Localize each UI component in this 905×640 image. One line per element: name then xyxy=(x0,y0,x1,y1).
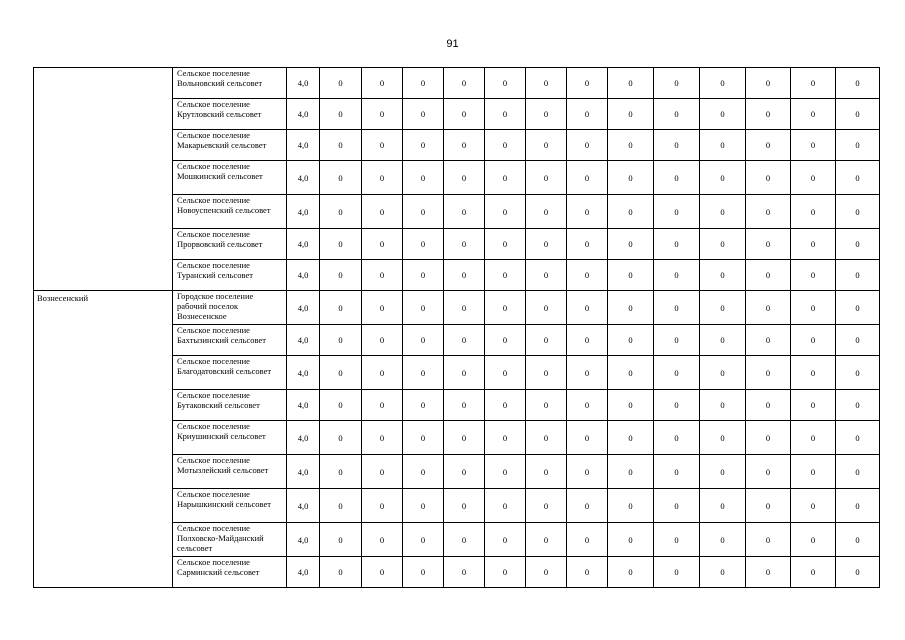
value-cell: 0 xyxy=(654,68,700,99)
value-cell: 0 xyxy=(608,130,654,161)
settlement-name-cell: Сельское поселение Вольновский сельсовет xyxy=(173,68,287,99)
value-cell: 0 xyxy=(836,291,880,325)
value-cell: 0 xyxy=(700,260,746,291)
value-cell: 0 xyxy=(526,523,567,557)
value-cell: 0 xyxy=(791,523,836,557)
value-cell: 0 xyxy=(836,195,880,229)
value-cell: 0 xyxy=(791,195,836,229)
value-cell: 0 xyxy=(746,229,791,260)
value-cell: 0 xyxy=(362,390,403,421)
value-cell: 0 xyxy=(444,260,485,291)
value-cell: 0 xyxy=(608,557,654,588)
value-cell: 0 xyxy=(362,325,403,356)
value-cell: 0 xyxy=(608,291,654,325)
value-cell: 0 xyxy=(746,325,791,356)
value-cell: 0 xyxy=(700,489,746,523)
value-cell: 0 xyxy=(444,356,485,390)
value-cell: 0 xyxy=(485,161,526,195)
value-cell: 0 xyxy=(700,161,746,195)
value-cell: 0 xyxy=(526,390,567,421)
value-cell: 0 xyxy=(567,356,608,390)
value-cell: 0 xyxy=(567,390,608,421)
value-cell: 0 xyxy=(700,99,746,130)
value-cell: 0 xyxy=(608,99,654,130)
value-cell: 0 xyxy=(320,68,362,99)
settlement-name-cell: Сельское поселение Бутаковский сельсовет xyxy=(173,390,287,421)
value-cell: 0 xyxy=(608,161,654,195)
value-cell: 0 xyxy=(320,195,362,229)
value-cell: 0 xyxy=(485,489,526,523)
value-cell: 0 xyxy=(654,130,700,161)
value-cell: 0 xyxy=(791,99,836,130)
value-cell: 0 xyxy=(567,523,608,557)
value-cell: 0 xyxy=(746,161,791,195)
value-cell: 0 xyxy=(320,161,362,195)
table-row xyxy=(34,291,880,325)
value-cell: 0 xyxy=(608,455,654,489)
value-cell: 0 xyxy=(320,130,362,161)
value-cell: 0 xyxy=(485,325,526,356)
value-cell: 0 xyxy=(362,260,403,291)
settlement-name-cell: Сельское поселение Крутловский сельсовет xyxy=(173,99,287,130)
value-cell: 0 xyxy=(567,421,608,455)
value-cell: 0 xyxy=(567,229,608,260)
value-cell: 0 xyxy=(320,421,362,455)
value-cell: 4,0 xyxy=(287,68,320,99)
district-cell xyxy=(34,68,173,291)
value-cell: 0 xyxy=(608,489,654,523)
value-cell: 0 xyxy=(362,229,403,260)
value-cell: 0 xyxy=(746,130,791,161)
value-cell: 0 xyxy=(526,325,567,356)
value-cell: 0 xyxy=(485,260,526,291)
value-cell: 0 xyxy=(836,455,880,489)
value-cell: 0 xyxy=(567,195,608,229)
value-cell: 0 xyxy=(567,161,608,195)
value-cell: 0 xyxy=(403,130,444,161)
value-cell: 0 xyxy=(485,68,526,99)
value-cell: 0 xyxy=(485,455,526,489)
value-cell: 0 xyxy=(526,229,567,260)
value-cell: 0 xyxy=(654,99,700,130)
value-cell: 0 xyxy=(608,523,654,557)
value-cell: 0 xyxy=(746,557,791,588)
value-cell: 0 xyxy=(403,421,444,455)
value-cell: 0 xyxy=(320,260,362,291)
value-cell: 0 xyxy=(362,523,403,557)
value-cell: 0 xyxy=(362,291,403,325)
value-cell: 0 xyxy=(403,390,444,421)
value-cell: 0 xyxy=(320,291,362,325)
value-cell: 0 xyxy=(444,421,485,455)
value-cell: 0 xyxy=(791,291,836,325)
value-cell: 0 xyxy=(320,523,362,557)
value-cell: 0 xyxy=(403,523,444,557)
value-cell: 0 xyxy=(362,68,403,99)
value-cell: 0 xyxy=(403,455,444,489)
value-cell: 0 xyxy=(791,260,836,291)
value-cell: 0 xyxy=(485,291,526,325)
value-cell: 0 xyxy=(403,489,444,523)
value-cell: 0 xyxy=(444,390,485,421)
value-cell: 0 xyxy=(362,421,403,455)
value-cell: 0 xyxy=(526,99,567,130)
value-cell: 0 xyxy=(791,130,836,161)
value-cell: 4,0 xyxy=(287,455,320,489)
value-cell: 0 xyxy=(444,291,485,325)
value-cell: 0 xyxy=(320,229,362,260)
value-cell: 0 xyxy=(836,99,880,130)
value-cell: 0 xyxy=(654,557,700,588)
value-cell: 0 xyxy=(700,229,746,260)
value-cell: 0 xyxy=(836,557,880,588)
value-cell: 0 xyxy=(700,291,746,325)
value-cell: 4,0 xyxy=(287,489,320,523)
value-cell: 0 xyxy=(746,260,791,291)
value-cell: 0 xyxy=(836,130,880,161)
value-cell: 0 xyxy=(444,325,485,356)
value-cell: 0 xyxy=(836,390,880,421)
value-cell: 0 xyxy=(746,390,791,421)
value-cell: 0 xyxy=(700,455,746,489)
value-cell: 0 xyxy=(608,229,654,260)
value-cell: 0 xyxy=(836,421,880,455)
value-cell: 0 xyxy=(608,421,654,455)
value-cell: 4,0 xyxy=(287,557,320,588)
value-cell: 0 xyxy=(485,557,526,588)
value-cell: 0 xyxy=(526,161,567,195)
settlement-name-cell: Сельское поселение Новоуспенский сельсовет xyxy=(173,195,287,229)
value-cell: 0 xyxy=(320,325,362,356)
district-cell: Вознесенский xyxy=(34,291,173,588)
value-cell: 0 xyxy=(485,523,526,557)
value-cell: 0 xyxy=(320,489,362,523)
value-cell: 0 xyxy=(836,489,880,523)
value-cell: 0 xyxy=(403,68,444,99)
value-cell: 0 xyxy=(654,161,700,195)
settlement-name-cell: Сельское поселение Мошкинский сельсовет xyxy=(173,161,287,195)
value-cell: 4,0 xyxy=(287,161,320,195)
value-cell: 4,0 xyxy=(287,99,320,130)
value-cell: 0 xyxy=(836,229,880,260)
value-cell: 0 xyxy=(526,68,567,99)
value-cell: 0 xyxy=(700,557,746,588)
value-cell: 0 xyxy=(700,523,746,557)
value-cell: 0 xyxy=(362,489,403,523)
value-cell: 0 xyxy=(791,68,836,99)
settlement-name-cell: Городское поселение рабочий поселок Вознесенское xyxy=(173,291,287,325)
value-cell: 0 xyxy=(444,99,485,130)
value-cell: 0 xyxy=(746,421,791,455)
value-cell: 0 xyxy=(444,523,485,557)
settlement-name-cell: Сельское поселение Сарминский сельсовет xyxy=(173,557,287,588)
value-cell: 0 xyxy=(700,130,746,161)
value-cell: 0 xyxy=(654,195,700,229)
value-cell: 0 xyxy=(362,99,403,130)
value-cell: 0 xyxy=(526,489,567,523)
value-cell: 0 xyxy=(526,291,567,325)
value-cell: 0 xyxy=(485,130,526,161)
value-cell: 0 xyxy=(403,161,444,195)
value-cell: 0 xyxy=(567,260,608,291)
value-cell: 0 xyxy=(320,557,362,588)
value-cell: 0 xyxy=(320,390,362,421)
settlements-table xyxy=(33,67,880,588)
value-cell: 4,0 xyxy=(287,523,320,557)
value-cell: 0 xyxy=(608,260,654,291)
value-cell: 0 xyxy=(485,229,526,260)
value-cell: 0 xyxy=(791,421,836,455)
value-cell: 0 xyxy=(444,489,485,523)
value-cell: 0 xyxy=(403,291,444,325)
value-cell: 0 xyxy=(654,523,700,557)
value-cell: 0 xyxy=(791,489,836,523)
settlement-name-cell: Сельское поселение Макарьевский сельсовет xyxy=(173,130,287,161)
settlement-name-cell: Сельское поселение Криушинский сельсовет xyxy=(173,421,287,455)
value-cell: 0 xyxy=(403,195,444,229)
value-cell: 0 xyxy=(791,161,836,195)
value-cell: 0 xyxy=(567,325,608,356)
value-cell: 0 xyxy=(608,325,654,356)
value-cell: 0 xyxy=(320,99,362,130)
value-cell: 0 xyxy=(836,68,880,99)
value-cell: 0 xyxy=(791,325,836,356)
settlement-name-cell: Сельское поселение Прорвовский сельсовет xyxy=(173,229,287,260)
value-cell: 0 xyxy=(362,130,403,161)
value-cell: 0 xyxy=(444,161,485,195)
value-cell: 0 xyxy=(654,390,700,421)
value-cell: 0 xyxy=(836,260,880,291)
value-cell: 0 xyxy=(791,557,836,588)
value-cell: 0 xyxy=(654,229,700,260)
value-cell: 0 xyxy=(746,523,791,557)
value-cell: 0 xyxy=(700,195,746,229)
value-cell: 0 xyxy=(526,260,567,291)
value-cell: 0 xyxy=(403,325,444,356)
value-cell: 0 xyxy=(608,390,654,421)
value-cell: 0 xyxy=(362,195,403,229)
value-cell: 0 xyxy=(526,356,567,390)
value-cell: 0 xyxy=(746,455,791,489)
value-cell: 0 xyxy=(526,130,567,161)
settlement-name-cell: Сельское поселение Нарышкинский сельсовет xyxy=(173,489,287,523)
value-cell: 0 xyxy=(746,356,791,390)
value-cell: 4,0 xyxy=(287,291,320,325)
value-cell: 0 xyxy=(567,68,608,99)
value-cell: 4,0 xyxy=(287,229,320,260)
value-cell: 4,0 xyxy=(287,390,320,421)
value-cell: 0 xyxy=(700,68,746,99)
value-cell: 0 xyxy=(567,99,608,130)
value-cell: 0 xyxy=(320,455,362,489)
value-cell: 0 xyxy=(444,455,485,489)
value-cell: 0 xyxy=(362,161,403,195)
value-cell: 0 xyxy=(320,356,362,390)
value-cell: 0 xyxy=(836,325,880,356)
table-row xyxy=(34,68,880,99)
value-cell: 0 xyxy=(746,99,791,130)
value-cell: 4,0 xyxy=(287,130,320,161)
value-cell: 0 xyxy=(700,421,746,455)
value-cell: 0 xyxy=(567,130,608,161)
value-cell: 0 xyxy=(444,557,485,588)
value-cell: 0 xyxy=(746,291,791,325)
value-cell: 0 xyxy=(403,260,444,291)
value-cell: 4,0 xyxy=(287,260,320,291)
value-cell: 0 xyxy=(403,356,444,390)
value-cell: 0 xyxy=(567,455,608,489)
value-cell: 0 xyxy=(362,455,403,489)
value-cell: 0 xyxy=(700,390,746,421)
value-cell: 0 xyxy=(791,229,836,260)
value-cell: 0 xyxy=(654,291,700,325)
value-cell: 4,0 xyxy=(287,325,320,356)
value-cell: 0 xyxy=(608,356,654,390)
value-cell: 0 xyxy=(485,356,526,390)
settlement-name-cell: Сельское поселение Полховско-Майданский сельсовет xyxy=(173,523,287,557)
value-cell: 0 xyxy=(791,390,836,421)
settlement-name-cell: Сельское поселение Благодатовский сельсовет xyxy=(173,356,287,390)
value-cell: 0 xyxy=(836,356,880,390)
value-cell: 0 xyxy=(485,390,526,421)
value-cell: 0 xyxy=(362,356,403,390)
value-cell: 0 xyxy=(746,68,791,99)
value-cell: 0 xyxy=(608,195,654,229)
value-cell: 0 xyxy=(526,557,567,588)
settlement-name-cell: Сельское поселение Мотызлейский сельсовет xyxy=(173,455,287,489)
value-cell: 0 xyxy=(485,421,526,455)
value-cell: 0 xyxy=(444,229,485,260)
value-cell: 0 xyxy=(654,325,700,356)
value-cell: 0 xyxy=(526,421,567,455)
settlement-name-cell: Сельское поселение Туранский сельсовет xyxy=(173,260,287,291)
value-cell: 0 xyxy=(485,195,526,229)
value-cell: 0 xyxy=(791,455,836,489)
value-cell: 0 xyxy=(836,161,880,195)
value-cell: 0 xyxy=(567,489,608,523)
value-cell: 4,0 xyxy=(287,356,320,390)
page-number: 91 xyxy=(446,38,459,50)
value-cell: 0 xyxy=(654,260,700,291)
value-cell: 0 xyxy=(654,356,700,390)
value-cell: 0 xyxy=(444,130,485,161)
value-cell: 0 xyxy=(791,356,836,390)
value-cell: 0 xyxy=(403,557,444,588)
value-cell: 0 xyxy=(746,489,791,523)
value-cell: 0 xyxy=(654,421,700,455)
value-cell: 0 xyxy=(654,455,700,489)
value-cell: 0 xyxy=(700,325,746,356)
value-cell: 0 xyxy=(746,195,791,229)
value-cell: 0 xyxy=(567,557,608,588)
value-cell: 0 xyxy=(700,356,746,390)
value-cell: 0 xyxy=(362,557,403,588)
value-cell: 0 xyxy=(444,68,485,99)
value-cell: 0 xyxy=(485,99,526,130)
value-cell: 0 xyxy=(403,99,444,130)
value-cell: 0 xyxy=(526,455,567,489)
value-cell: 4,0 xyxy=(287,421,320,455)
value-cell: 0 xyxy=(526,195,567,229)
value-cell: 0 xyxy=(836,523,880,557)
settlement-name-cell: Сельское поселение Бахтызинский сельсовет xyxy=(173,325,287,356)
value-cell: 0 xyxy=(567,291,608,325)
value-cell: 0 xyxy=(444,195,485,229)
value-cell: 0 xyxy=(654,489,700,523)
value-cell: 4,0 xyxy=(287,195,320,229)
value-cell: 0 xyxy=(608,68,654,99)
value-cell: 0 xyxy=(403,229,444,260)
